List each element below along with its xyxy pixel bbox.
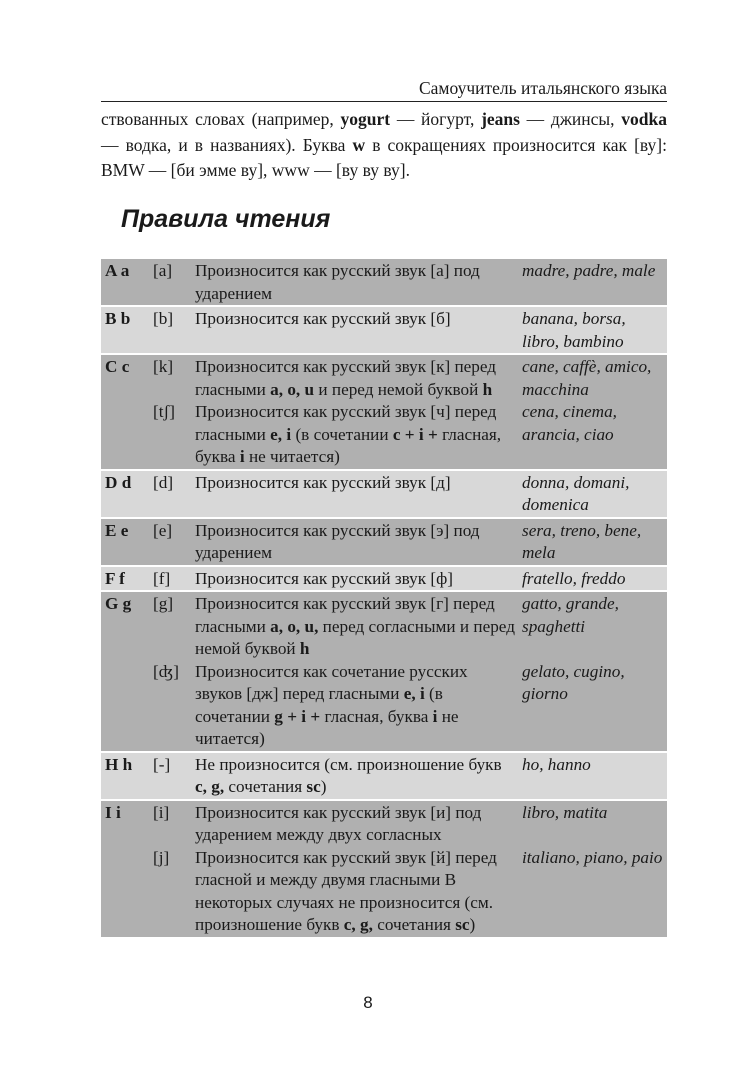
rule-description: Произносится как русский звук [а] под ударением <box>192 258 518 306</box>
rule-letter: A a <box>101 258 150 306</box>
intro-word: vodka <box>621 109 667 129</box>
rule-silent-letter: i <box>432 706 438 726</box>
rule-row-h <box>101 752 667 800</box>
rule-text: и перед немой буквой <box>314 379 483 399</box>
header-rule <box>101 101 667 102</box>
rule-row-g-soft <box>101 661 667 752</box>
rule-sound: [f] <box>150 566 192 592</box>
rule-examples: cane, caffè, amico, macchina <box>518 354 667 401</box>
rule-row-a <box>101 258 667 306</box>
intro-text: в сокращениях произносится как [ву]: BMW — [би эмме ву], www — [ву ву ву]. <box>101 134 667 180</box>
rule-row-g <box>101 591 667 661</box>
rule-vowels: a, o, u, <box>270 616 319 636</box>
rule-row-c-soft <box>101 401 667 470</box>
rule-letter: D d <box>101 470 150 518</box>
rule-description: Произносится как русский звук [ф] <box>192 566 518 592</box>
rule-description <box>192 591 518 661</box>
rule-sound: [tʃ] <box>150 401 192 470</box>
rule-text: не читается) <box>195 706 459 748</box>
rule-text: ) <box>469 915 476 934</box>
intro-text: — джинсы, <box>519 109 622 129</box>
intro-text: ствованных словах (например, <box>101 109 341 129</box>
rule-letters: c, g, <box>195 777 225 796</box>
rule-text: Произносится как русский звук [й] перед гласной и между двумя гласными В некоторых случаях не произносится (см. произношение букв <box>195 847 497 934</box>
rule-sound: [ʤ] <box>150 661 192 752</box>
rule-description <box>192 752 518 800</box>
rule-description: Произносится как русский звук [и] под ударением между двух согласных <box>192 800 518 847</box>
rule-text: (в сочетании <box>195 684 443 726</box>
rule-description <box>192 354 518 401</box>
rule-letter: G g <box>101 591 150 661</box>
rule-combo: c + i + <box>392 424 438 444</box>
rule-examples: fratello, freddo <box>518 566 667 592</box>
rule-row-b <box>101 306 667 354</box>
rule-description: Произносится как русский звук [б] <box>192 306 518 354</box>
rule-text: гласная, буква <box>195 424 502 466</box>
rule-vowels: e, i <box>270 424 292 444</box>
rule-sound: [-] <box>150 752 192 800</box>
rule-combo: sc <box>306 777 321 796</box>
rule-sound: [k] <box>150 354 192 401</box>
section-title: Правила чтения <box>121 205 331 233</box>
rule-mute-letter: h <box>299 639 310 658</box>
rule-description <box>192 401 518 470</box>
rule-row-i-glide <box>101 847 667 937</box>
rule-text: Произносится как русский звук [к] перед гласными <box>195 357 497 399</box>
rule-letter <box>101 401 150 470</box>
rule-row-c <box>101 354 667 401</box>
rule-examples: sera, treno, bene, mela <box>518 518 667 566</box>
rule-text: Произносится как русский звук [ч] перед гласными <box>195 402 497 444</box>
rule-letter <box>101 661 150 752</box>
rule-examples: donna, domani, domenica <box>518 470 667 518</box>
rule-row-e <box>101 518 667 566</box>
rule-examples: libro, matita <box>518 800 667 847</box>
rule-row-f <box>101 566 667 592</box>
rule-row-i <box>101 800 667 847</box>
rule-examples: ho, hanno <box>518 752 667 800</box>
rule-description: Произносится как русский звук [д] <box>192 470 518 518</box>
rule-silent-letter: i <box>239 447 245 466</box>
rule-sound: [j] <box>150 847 192 937</box>
rule-text: гласная, буква <box>320 706 433 726</box>
rule-text: Произносится как сочетание русских звуков [дж] перед гласными <box>195 661 468 703</box>
rule-sound: [e] <box>150 518 192 566</box>
rule-text: ) <box>320 777 327 796</box>
rule-text: Не произносится (см. произношение букв <box>195 754 502 774</box>
rule-text: Произносится как русский звук [г] перед гласными <box>195 594 495 636</box>
rule-sound: [a] <box>150 258 192 306</box>
rule-vowels: e, i <box>403 684 425 703</box>
rule-letter <box>101 847 150 937</box>
rule-letter: H h <box>101 752 150 800</box>
intro-paragraph <box>101 107 667 184</box>
rule-letter: B b <box>101 306 150 354</box>
rule-letter: F f <box>101 566 150 592</box>
rule-combo: g + i + <box>274 706 321 726</box>
page-number: 8 <box>363 993 373 1012</box>
intro-word: jeans <box>481 109 520 129</box>
rule-description <box>192 661 518 752</box>
rule-examples: italiano, piano, paio <box>518 847 667 937</box>
rule-letter: I i <box>101 800 150 847</box>
rule-row-d <box>101 470 667 518</box>
intro-text: — йогурт, <box>390 109 482 129</box>
rule-description: Произносится как русский звук [э] под ударением <box>192 518 518 566</box>
intro-word: w <box>352 134 366 155</box>
running-head: Самоучитель итальянского языка <box>418 78 667 98</box>
intro-text: — водка, и в названиях). Буква <box>101 134 353 155</box>
rule-examples: gelato, cugino, giorno <box>518 661 667 752</box>
intro-word: yogurt <box>340 109 391 129</box>
rule-vowels: a, o, u <box>270 379 315 399</box>
rule-text: перед согласными и перед немой буквой <box>195 616 515 658</box>
rule-letters: c, g, <box>343 915 373 934</box>
rule-examples: gatto, grande, spaghetti <box>518 591 667 661</box>
rule-text: (в сочетании <box>291 424 393 444</box>
rule-sound: [b] <box>150 306 192 354</box>
rule-letter: C c <box>101 354 150 401</box>
rule-examples: madre, padre, male <box>518 258 667 306</box>
rule-sound: [d] <box>150 470 192 518</box>
rule-examples: banana, borsa, libro, bambino <box>518 306 667 354</box>
rule-sound: [g] <box>150 591 192 661</box>
reading-rules-table <box>101 257 667 937</box>
rule-text: не читается) <box>244 447 340 466</box>
rule-letter: E e <box>101 518 150 566</box>
rule-examples: cena, cinema, arancia, ciao <box>518 401 667 470</box>
rule-text: сочетания <box>372 915 456 934</box>
rule-text: сочетания <box>224 777 307 796</box>
rule-combo: sc <box>455 915 470 934</box>
rule-description <box>192 847 518 937</box>
rule-sound: [i] <box>150 800 192 847</box>
rule-mute-letter: h <box>482 379 493 399</box>
